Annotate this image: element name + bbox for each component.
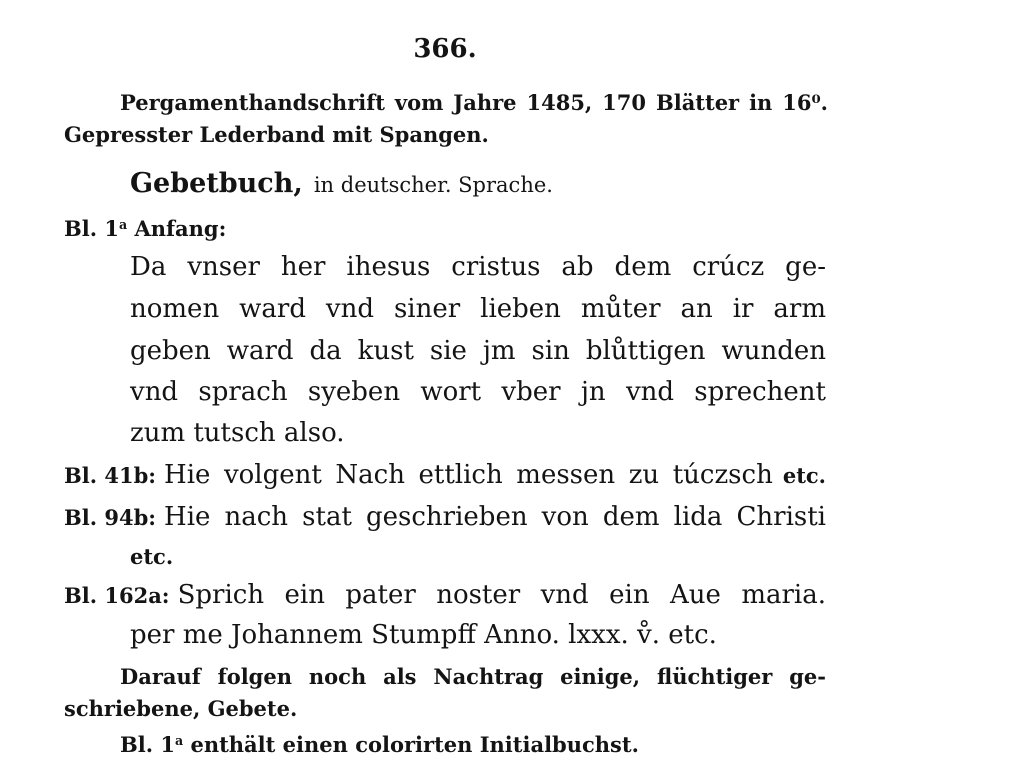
entry-ref: Bl. 1 bbox=[64, 216, 119, 241]
note-line-2: schriebene, Gebete. bbox=[64, 696, 298, 721]
entry-1-text-line-4: vnd sprach syeben wort vber jn vnd sprechent bbox=[130, 377, 826, 407]
entry-colon: : bbox=[148, 463, 157, 488]
entry-3: Bl. 94 b : Hie nach stat geschrieben von dem lida Christi bbox=[64, 502, 826, 532]
note-line-1: Darauf folgen noch als Nachtrag einige, flüchtiger ge- bbox=[120, 664, 826, 689]
heading-subtitle: in deutscher. Sprache. bbox=[313, 173, 553, 197]
entry-label: Anfang: bbox=[127, 216, 227, 241]
entry-suffix: etc. bbox=[782, 463, 826, 488]
entry-colon: : bbox=[148, 505, 157, 530]
entry-ref: Bl. 162 bbox=[64, 583, 149, 608]
entry-ref: Bl. 41 bbox=[64, 463, 134, 488]
entry-ref: Bl. 94 bbox=[64, 505, 134, 530]
final-line bbox=[120, 732, 639, 757]
page-number: 366. bbox=[413, 34, 477, 64]
entry-3-continuation: etc. bbox=[130, 544, 174, 569]
entry-2: Bl. 41 b : Hie volgent Nach ettlich messen zu túczsch etc. bbox=[64, 460, 826, 490]
entry-1-text-line-5: zum tutsch also. bbox=[130, 418, 345, 448]
final-ref: Bl. 1 bbox=[120, 732, 175, 757]
final-text: enthält einen colorirten Initialbuchst. bbox=[183, 732, 639, 757]
heading-title: Gebetbuch, bbox=[130, 168, 303, 199]
heading bbox=[130, 168, 553, 199]
entry-text: Hie nach stat geschrieben von dem lida Christi bbox=[164, 502, 826, 532]
entry-sup: a bbox=[118, 217, 128, 233]
entry-text: Hie volgent Nach ettlich messen zu túczsch bbox=[164, 460, 773, 490]
entry-4-continuation: per me Johannem Stumpff Anno. lxxx. v̊. etc. bbox=[130, 620, 717, 650]
description-line-1: Pergamenthandschrift vom Jahre 1485, 170 Blätter in 16⁰. bbox=[120, 90, 828, 115]
final-sup: a bbox=[174, 733, 184, 749]
entry-4: Bl. 162 a : Sprich ein pater noster vnd ein Aue maria. bbox=[64, 580, 826, 610]
entry-1-text-line-2: nomen ward vnd siner lieben můter an ir arm bbox=[130, 294, 826, 324]
entry-1-text-line-3: geben ward da kust sie jm sin blůttigen wunden bbox=[130, 336, 826, 366]
description-line-2: Gepresster Lederband mit Spangen. bbox=[64, 122, 489, 147]
entry-text: Sprich ein pater noster vnd ein Aue maria. bbox=[177, 580, 826, 610]
entry-colon: : bbox=[161, 583, 170, 608]
entry-1-ref bbox=[64, 216, 226, 241]
entry-1-text-line-1: Da vnser her ihesus cristus ab dem crúcz ge- bbox=[130, 252, 826, 282]
